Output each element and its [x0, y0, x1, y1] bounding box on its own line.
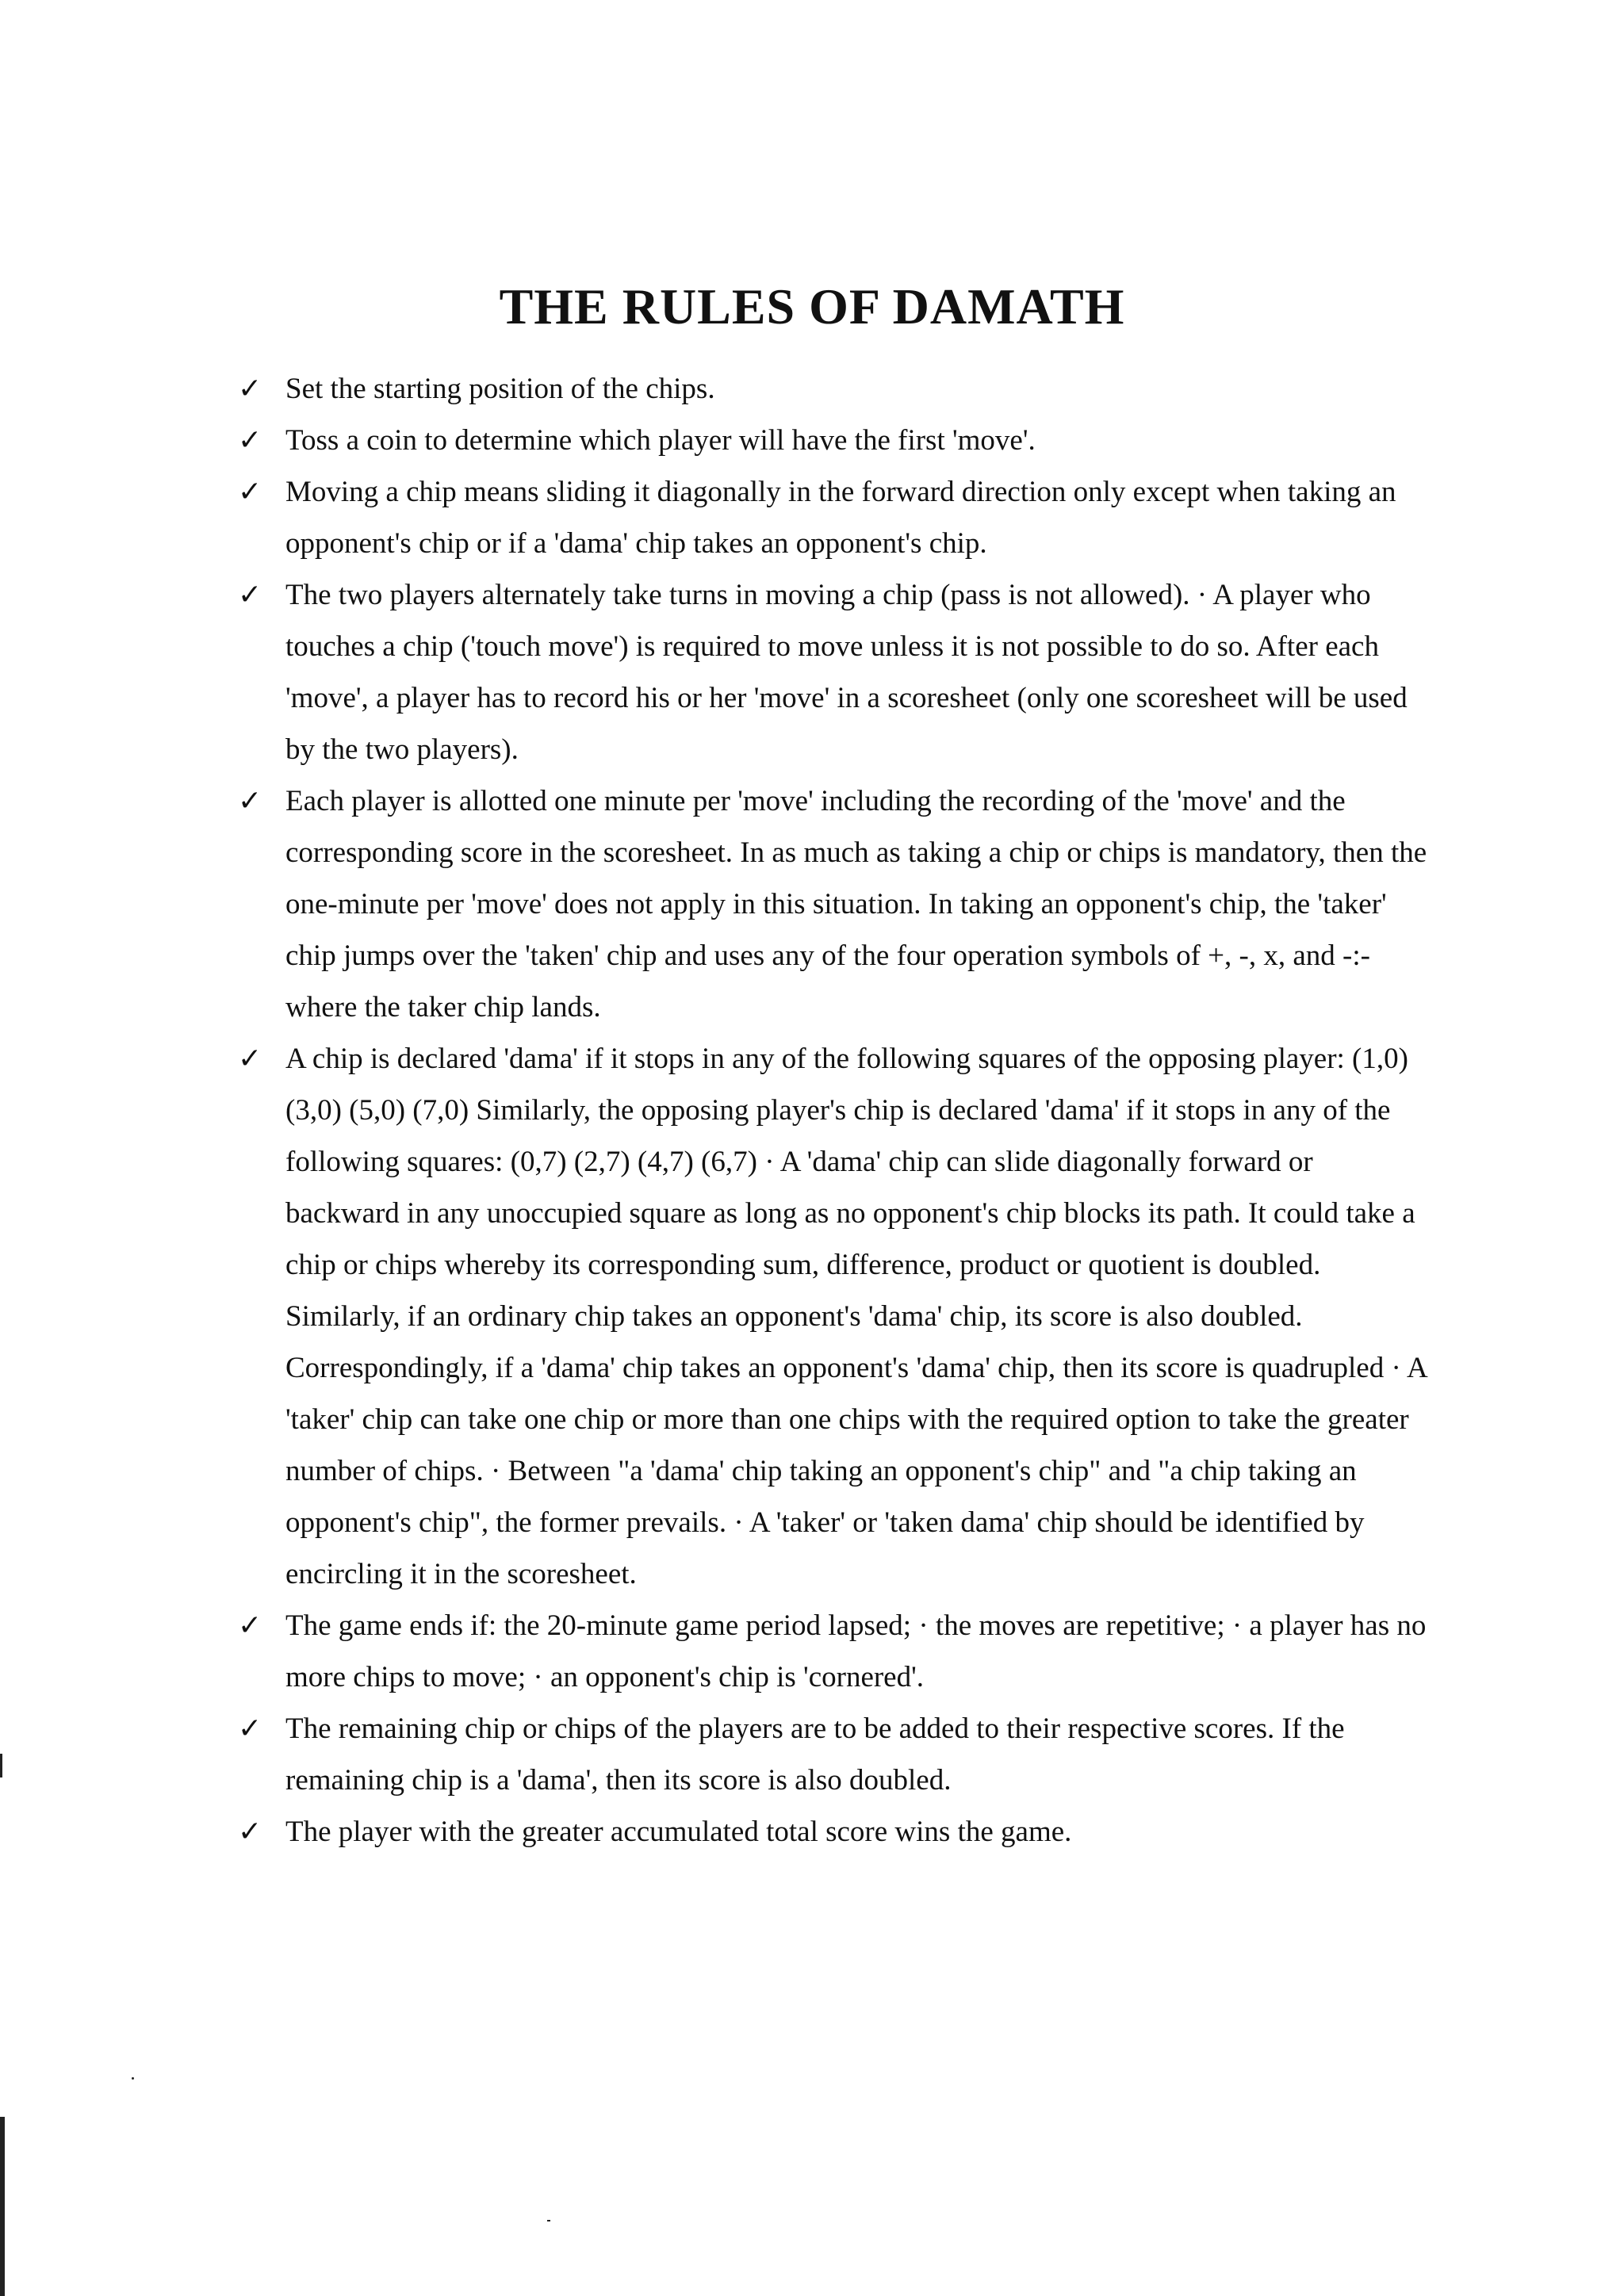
rule-text: Toss a coin to determine which player will have the first 'move'. — [285, 424, 1036, 457]
list-item — [238, 569, 1427, 775]
page-title: THE RULES OF DAMATH — [499, 278, 1125, 335]
rule-text: A chip is declared 'dama' if it stops in any of the following squares of the opposing player: (1,0) (3,0) (5,0) (7,0) Similarly, the opposing player's chip is declared 'dama' if it stops in any of the following squares: (0,7) (2,7) (4,7) (6,7) · A 'dama' chip can slide diagonally forward or backward in any unoccupied square as long as no opponent's chip blocks its path. It could take a chip or chips whereby its corresponding sum, difference, product or quotient is doubled. Similarly, if an ordinary chip takes an opponent's 'dama' chip, its score is also doubled. Correspondingly, if a 'dama' chip takes an opponent's 'dama' chip, then its score is quadrupled · A 'taker' chip can take one chip or more than one chips with the required option to take the greater number of chips. · Between "a 'dama' chip taking an opponent's chip" and "a chip taking an opponent's chip", the former prevails. · A 'taker' or 'taken dama' chip should be identified by encircling it in the scoresheet. — [285, 1043, 1427, 1590]
scan-speck — [547, 2220, 550, 2221]
checkmark-icon: ✓ — [238, 1816, 262, 1848]
checkmark-icon: ✓ — [238, 1609, 262, 1642]
scan-speck — [0, 1754, 2, 1777]
rule-text: The game ends if: the 20-minute game period lapsed; · the moves are repetitive; · a player has no more chips to move; · an opponent's chip is 'cornered'. — [285, 1609, 1427, 1693]
rule-text: The remaining chip or chips of the players are to be added to their respective scores. If the remaining chip is a 'dama', then its score is also doubled. — [285, 1712, 1345, 1797]
list-item — [238, 1806, 1427, 1858]
list-item — [238, 466, 1427, 569]
list-item — [238, 1703, 1427, 1806]
rule-text: The player with the greater accumulated total score wins the game. — [285, 1816, 1072, 1848]
checkmark-icon: ✓ — [238, 373, 262, 405]
rule-text: Moving a chip means sliding it diagonally in the forward direction only except when taking an opponent's chip or if a 'dama' chip takes an opponent's chip. — [285, 476, 1396, 560]
scan-edge-mark — [0, 2117, 5, 2296]
checkmark-icon: ✓ — [238, 579, 262, 611]
checkmark-icon: ✓ — [238, 424, 262, 457]
list-item — [238, 415, 1427, 466]
list-item — [238, 1033, 1427, 1600]
rule-text: Each player is allotted one minute per 'move' including the recording of the 'move' and the corresponding score in the scoresheet. In as much as taking a chip or chips is mandatory, then the one-minute per 'move' does not apply in this situation. In taking an opponent's chip, the 'taker' chip jumps over the 'taken' chip and uses any of the four operation symbols of +, -, x, and -:- where the taker chip lands. — [285, 785, 1427, 1024]
rule-text: Set the starting position of the chips. — [285, 373, 715, 405]
list-item — [238, 775, 1427, 1033]
checkmark-icon: ✓ — [238, 1043, 262, 1075]
list-item — [238, 363, 1427, 415]
rule-text: The two players alternately take turns in moving a chip (pass is not allowed). · A player who touches a chip ('touch move') is required to move unless it is not possible to do so. After each 'move', a player has to record his or her 'move' in a scoresheet (only one scoresheet will be used by the two players). — [285, 579, 1408, 766]
checkmark-icon: ✓ — [238, 785, 262, 817]
list-item — [238, 1600, 1427, 1703]
checkmark-icon: ✓ — [238, 1712, 262, 1745]
rules-list — [238, 363, 1427, 1858]
checkmark-icon: ✓ — [238, 476, 262, 508]
scan-speck — [132, 2077, 134, 2080]
